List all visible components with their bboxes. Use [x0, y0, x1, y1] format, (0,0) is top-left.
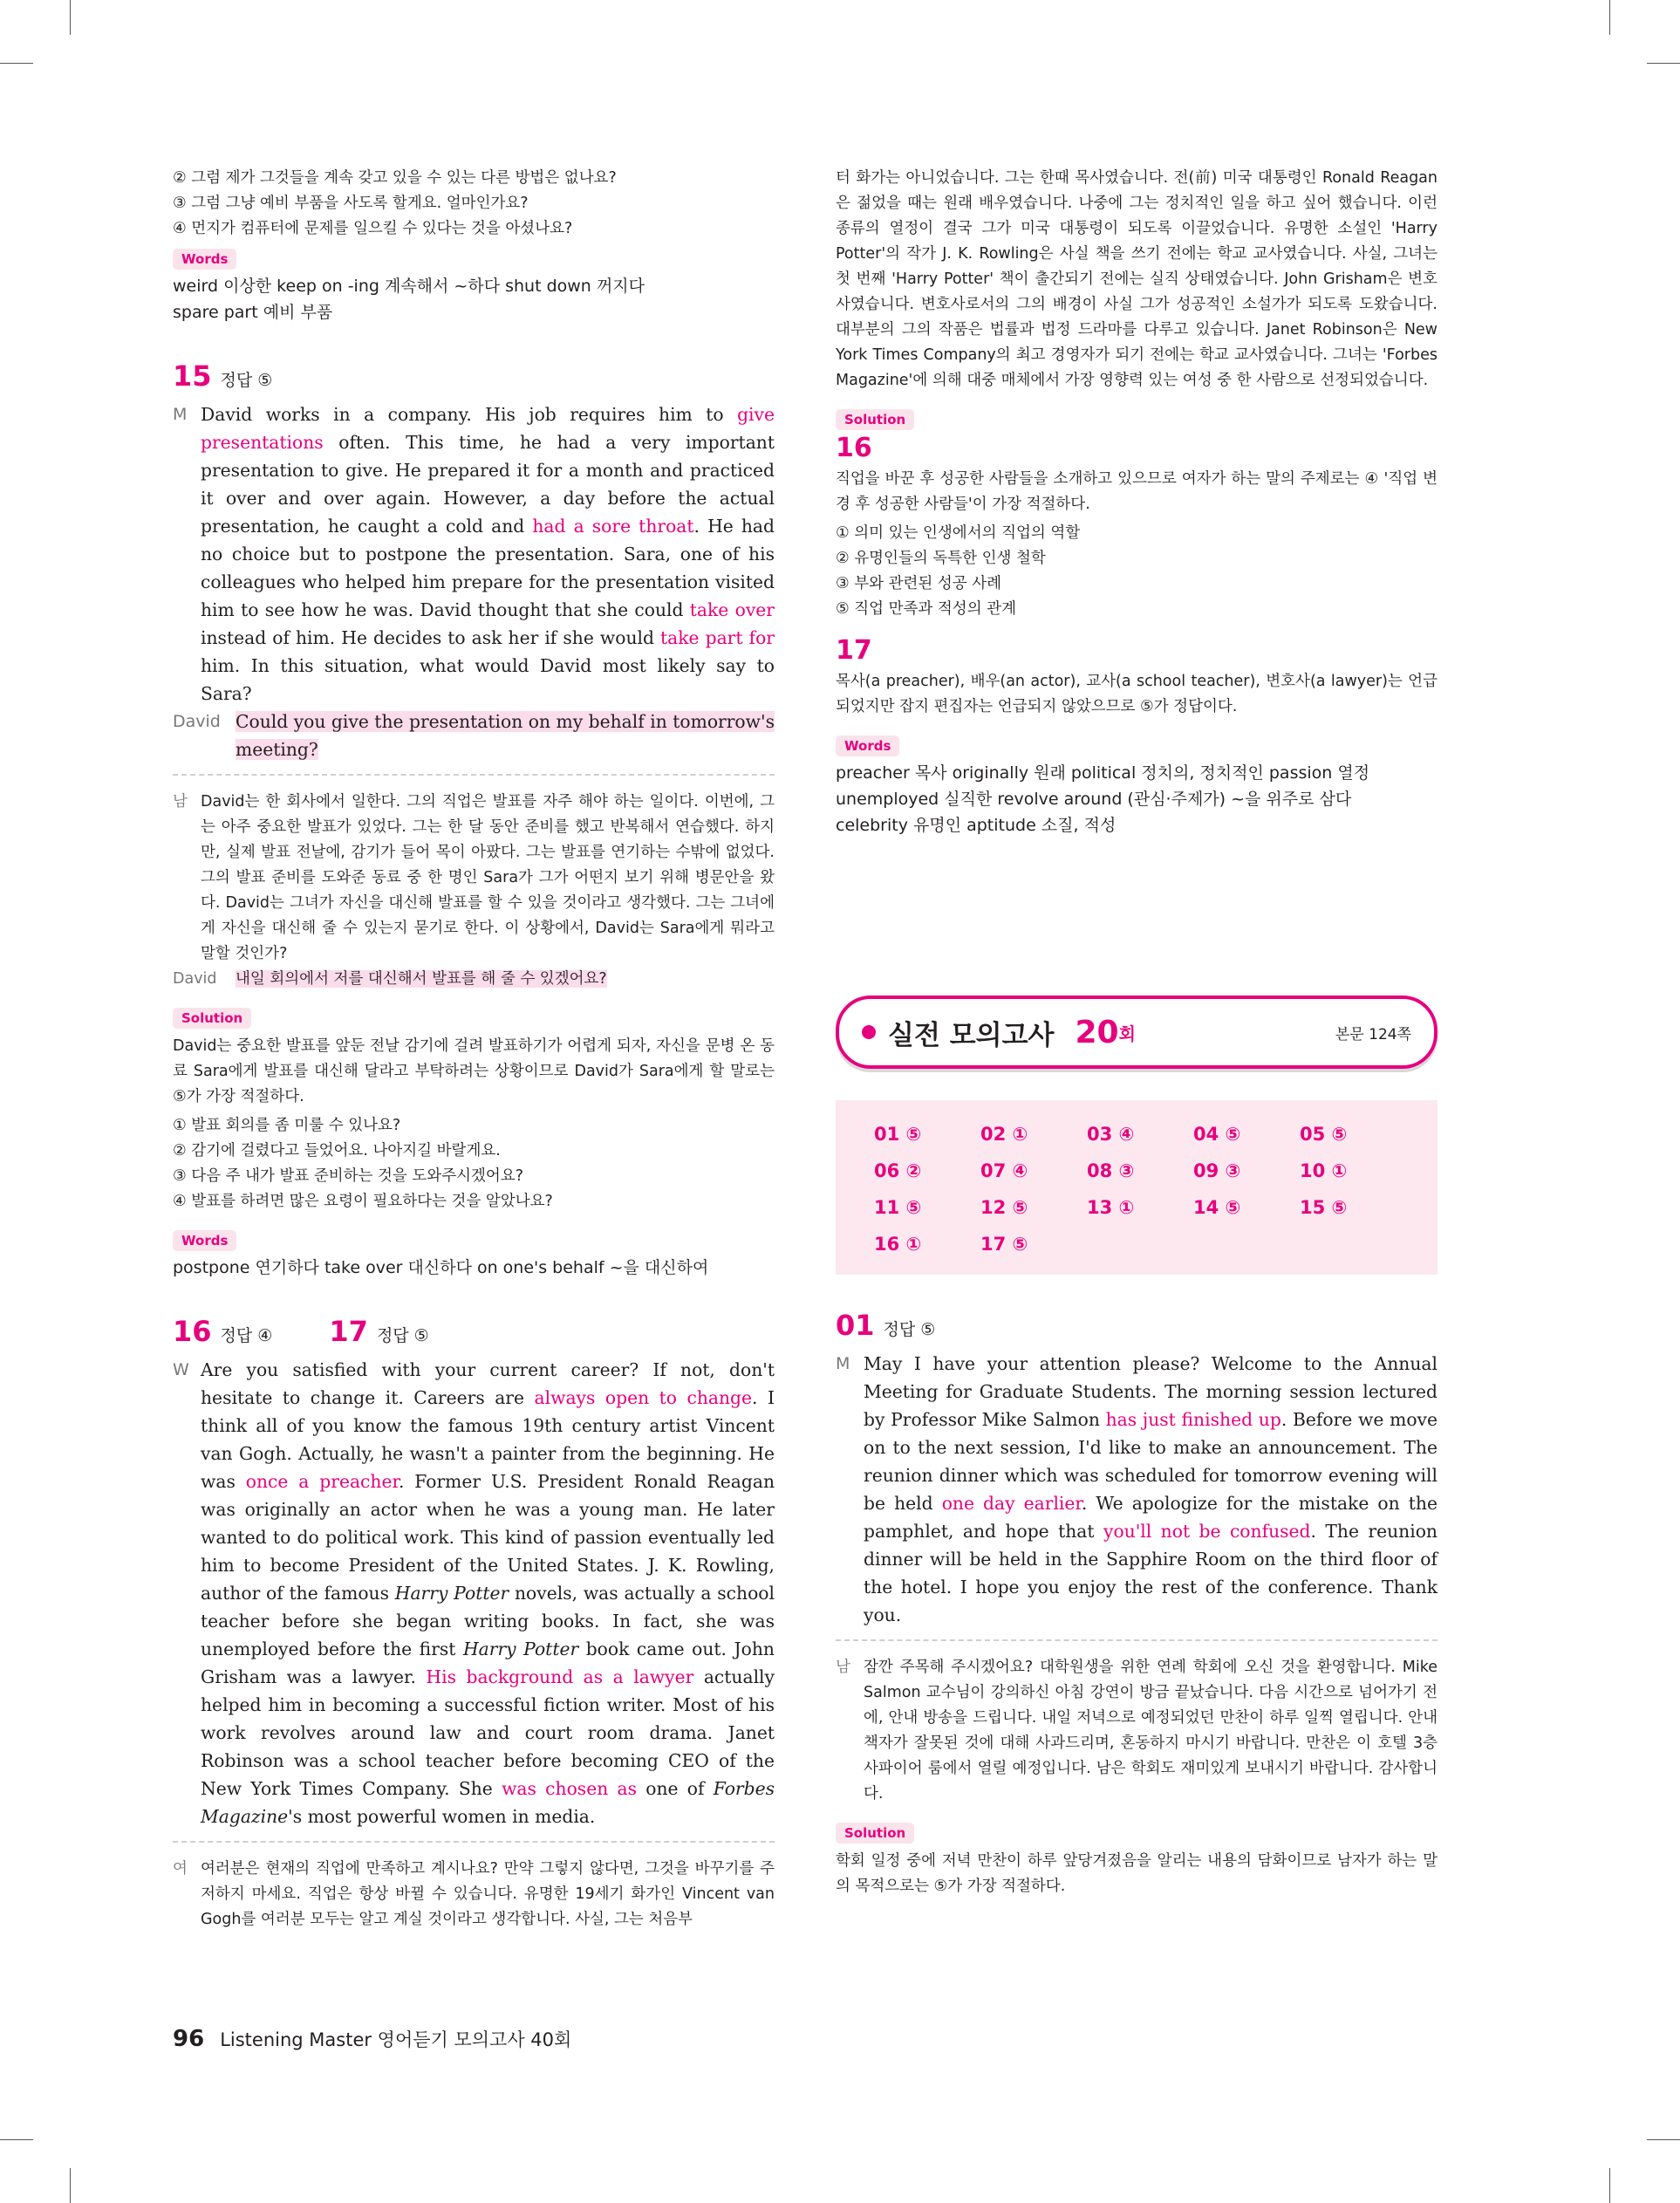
solution-tag: Solution	[836, 409, 914, 430]
speaker-label: M	[173, 405, 188, 424]
question-15-header	[173, 357, 775, 400]
crop-mark	[1647, 63, 1680, 64]
page-footer	[173, 2026, 571, 2052]
crop-mark	[1609, 0, 1610, 35]
crop-mark	[0, 63, 33, 64]
vocab-line: preacher 목사 originally 원래 political 정치의, 정치적인 passion 열정	[836, 763, 1370, 783]
option-item: ③ 부와 관련된 성공 사례	[836, 575, 1002, 592]
answer-key-item: 07 ④	[980, 1160, 1028, 1181]
q14-options	[173, 166, 775, 242]
vocab-line: weird 이상한 keep on -ing 계속해서 ~하다 shut down 꺼지다	[173, 277, 645, 296]
crop-mark	[1647, 2139, 1680, 2140]
translation-text: 잠깐 주목해 주시겠어요? 대학원생을 위한 연례 학회에 오신 것을 환영합니다. Mike Salmon 교수님이 강의하신 아침 강연이 방금 끝났습니다. 다음 시간으로 넘어가기 전에, 안내 방송을 드립니다. 내일 저녁으로 예정되었던 만찬이 하루 일찍 열립니다. 안내책자가 잘못된 것에 대해 사과드리며, 혼동하지 마시기 바랍니다. 만찬은 이 호텔 3층 사파이어 룸에서 열릴 예정입니다. 남은 학회도 재미있게 보내시기 바랍니다. 감사합니다.	[864, 1659, 1438, 1803]
test-banner	[836, 995, 1438, 1069]
speaker-label: 남	[173, 793, 188, 811]
answer-label: 정답 ⑤	[220, 371, 273, 390]
left-column	[173, 166, 775, 1933]
answer-key-item: 01 ⑤	[874, 1124, 922, 1145]
option-item: ① 발표 회의를 좀 미룰 수 있나요?	[173, 1117, 401, 1134]
question-number: 01	[836, 1309, 875, 1342]
question-number: 16	[173, 1315, 212, 1348]
translation	[173, 790, 775, 967]
vocab-line: spare part 예비 부품	[173, 303, 333, 322]
book-title: Listening Master 영어듣기 모의고사 40회	[220, 2029, 572, 2050]
speaker-label: David	[173, 712, 221, 731]
crop-mark	[0, 2139, 33, 2140]
solution-text: 학회 일정 중에 저녁 만찬이 하루 앞당겨졌음을 알리는 내용의 담화이므로 남자가 하는 말의 목적으로는 ⑤가 가장 적절하다.	[836, 1852, 1438, 1895]
script-m	[836, 1350, 1438, 1629]
option-item: ③ 다음 주 내가 발표 준비하는 것을 도와주시겠어요?	[173, 1167, 524, 1185]
answer-key-item: 09 ③	[1193, 1160, 1241, 1181]
answer-highlight: Could you give the presentation on my behalf in tomorrow's meeting?	[236, 711, 775, 760]
answer-key-item: 12 ⑤	[980, 1197, 1028, 1218]
vocab-line: unemployed 실직한 revolve around (관심·주제가) ~을 위주로 삼다	[836, 790, 1352, 809]
answer-highlight: 내일 회의에서 저를 대신해서 발표를 해 줄 수 있겠어요?	[236, 970, 607, 988]
page-number: 96	[173, 2026, 205, 2052]
question-01-header	[836, 1306, 1438, 1350]
crop-mark	[1609, 2168, 1610, 2203]
script-text: Are you satisfied with your current career? If not, don't hesitate to change it. Careers are always open to change. I think all of you know the famous 19th century artist Vincent van Gogh. Actually, he wasn't a painter from the beginning. He was once a preacher. Former U.S. President Ronald Reagan was originally an actor when he was a young man. He later wanted to do political work. This kind of passion eventually led him to become President of the United States. J. K. Rowling, author of the famous Harry Potter novels, was actually a school teacher before she began writing books. In fact, she was unemployed before the first Harry Potter book came out. John Grisham was a lawyer. His background as a lawyer actually helped him in becoming a successful fiction writer. Most of his work revolves around law and court room drama. Janet Robinson was a school teacher before becoming CEO of the New York Times Company. She was chosen as one of Forbes Magazine's most powerful women in media.	[201, 1359, 775, 1827]
answer-key-item: 02 ①	[980, 1124, 1028, 1145]
solution-text: 직업을 바꾼 후 성공한 사람들을 소개하고 있으므로 여자가 하는 말의 주제로는 ④ '직업 변경 후 성공한 사람들'이 가장 적절하다.	[836, 470, 1438, 513]
solution-text: 목사(a preacher), 배우(an actor), 교사(a school teacher), 변호사(a lawyer)는 언급되었지만 잡지 편집자는 언급되지 않았으므로 ⑤가 정답이다.	[836, 673, 1438, 715]
script-david	[173, 708, 775, 763]
translation-text: 터 화가는 아니었습니다. 그는 한때 목사였습니다. 전(前) 미국 대통령인 Ronald Reagan은 젊었을 때는 원래 배우였습니다. 나중에 그는 정치적인 일을 하고 싶어 했습니다. 이런 종류의 열정이 결국 그가 미국 대통령이 되도록 이끌었습니다. 유명한 소설인 'Harry Potter'의 작가 J. K. Rowling은 사실 책을 쓰기 전에는 학교 교사였습니다. 사실, 그녀는 첫 번째 'Harry Potter' 책이 출간되기 전에는 실직 상태였습니다. John Grisham은 변호사였습니다. 변호사로서의 그의 배경이 사실 그가 성공적인 소설가가 되도록 도왔습니다. 대부분의 그의 작품은 법률과 법정 드라마를 다루고 있습니다. Janet Robinson은 New York Times Company의 최고 경영자가 되기 전에는 학교 교사였습니다. 그녀는 'Forbes Magazine'에 의해 대중 매체에서 가장 영향력 있는 여성 중 한 사람으로 선정되었습니다.	[836, 169, 1438, 389]
option-item: ⑤ 직업 만족과 적성의 관계	[836, 600, 1016, 618]
crop-mark	[70, 0, 71, 35]
answer-label: 정답 ⑤	[376, 1326, 429, 1345]
option-item: ② 감기에 걸렸다고 들었어요. 나아지길 바랄게요.	[173, 1142, 501, 1160]
test-number: 20	[1075, 1014, 1119, 1050]
question-16-17-header	[173, 1312, 775, 1356]
answer-label: 정답 ⑤	[883, 1320, 936, 1339]
question-number: 16	[836, 433, 872, 463]
speaker-label: W	[173, 1360, 189, 1379]
answer-key-item: 14 ⑤	[1193, 1197, 1241, 1218]
solution-tag: Solution	[836, 1823, 914, 1844]
translation	[173, 1857, 775, 1933]
answer-key-item: 03 ④	[1087, 1124, 1135, 1145]
words-tag: Words	[836, 735, 899, 756]
translation-david	[173, 967, 775, 992]
banner-title: 실전 모의고사	[888, 1019, 1055, 1051]
speaker-label: 여	[173, 1860, 188, 1878]
question-number: 15	[173, 359, 212, 393]
solution-text: David는 중요한 발표를 앞둔 전날 감기에 걸려 발표하기가 어렵게 되자, 자신을 문병 온 동료 Sara에게 발표를 대신해 달라고 부탁하려는 상황이므로 David가 Sara에게 할 말로는 ⑤가 가장 적절하다.	[173, 1037, 775, 1105]
script-text: David works in a company. His job requires him to give presentations often. This time, he had a very important presentation to give. He prepared it for a month and practiced it over and over again. However, a day before the actual presentation, he caught a cold and had a sore throat. He had no choice but to postpone the presentation. Sara, one of his colleagues who helped him prepare for the presentation visited him to see how he was. David thought that she could take over instead of him. He decides to ask her if she would take part for him. In this situation, what would David most likely say to Sara?	[201, 404, 775, 704]
answer-key-item: 13 ①	[1087, 1197, 1135, 1218]
speaker-label: 남	[836, 1659, 850, 1676]
speaker-label: M	[836, 1354, 850, 1373]
vocab-line: celebrity 유명인 aptitude 소질, 적성	[836, 816, 1117, 835]
script-w	[173, 1356, 775, 1830]
question-number: 17	[329, 1315, 368, 1348]
answer-key-item: 15 ⑤	[1300, 1197, 1348, 1218]
option-item: ② 유명인들의 독특한 인생 철학	[836, 550, 1046, 567]
option-item: ④ 발표를 하려면 많은 요령이 필요하다는 것을 알았나요?	[173, 1193, 553, 1210]
answer-key-item: 06 ②	[874, 1160, 922, 1181]
answer-key-item: 08 ③	[1087, 1160, 1135, 1181]
solution-tag: Solution	[173, 1008, 251, 1029]
script-text: May I have your attention please? Welcome to the Annual Meeting for Graduate Students. The morning session lectured by Professor Mike Salmon has just finished up. Before we move on to the next session, I'd like to make an announcement. The reunion dinner which was scheduled for tomorrow evening will be held one day earlier. We apologize for the mistake on the pamphlet, and hope that you'll not be confused. The reunion dinner will be held in the Sapphire Room on the third floor of the hotel. I hope you enjoy the rest of the conference. Thank you.	[864, 1353, 1438, 1625]
question-number: 17	[836, 635, 872, 666]
answer-key-item: 11 ⑤	[874, 1197, 922, 1218]
words-tag: Words	[173, 1230, 236, 1251]
answer-key-item: 04 ⑤	[1193, 1124, 1241, 1145]
dashed-divider	[836, 1639, 1438, 1641]
answer-key-grid	[836, 1100, 1438, 1275]
answer-key-item: 17 ⑤	[980, 1234, 1028, 1255]
bullet-icon	[862, 1025, 876, 1039]
option-item: ③ 그럼 그냥 예비 부품을 사도록 할게요. 얼마인가요?	[173, 195, 529, 212]
script-m	[173, 400, 775, 708]
speaker-label: David	[173, 970, 217, 988]
option-item: ① 의미 있는 인생에서의 직업의 역할	[836, 524, 1081, 542]
dashed-divider	[173, 774, 775, 776]
translation	[836, 1655, 1438, 1807]
right-column	[836, 166, 1438, 1899]
answer-key-item: 16 ①	[874, 1234, 922, 1255]
page-reference: 본문 124쪽	[1335, 1026, 1411, 1043]
translation-text: David는 한 회사에서 일한다. 그의 직업은 발표를 자주 해야 하는 일이다. 이번에, 그는 아주 중요한 발표가 있었다. 그는 한 달 동안 준비를 했고 반복해서 연습했다. 하지만, 실제 발표 전날에, 감기가 들어 목이 아팠다. 그는 발표를 연기하는 수밖에 없었다. 그의 발표 준비를 도와준 동료 중 한 명인 Sara가 그가 어떤지 보기 위해 병문안을 왔다. David는 그녀가 자신을 대신해 발표를 할 수 있을 것이라고 생각했다. 그는 그녀에게 자신을 대신해 줄 수 있는지 묻기로 한다. 이 상황에서, David는 Sara에게 뭐라고 말할 것인가?	[201, 793, 775, 962]
answer-key-item: 10 ①	[1300, 1160, 1348, 1181]
vocab-line: postpone 연기하다 take over 대신하다 on one's behalf ~을 대신하여	[173, 1258, 709, 1277]
option-item: ② 그럼 제가 그것들을 계속 갖고 있을 수 있는 다른 방법은 없나요?	[173, 169, 617, 187]
option-item: ④ 먼지가 컴퓨터에 문제를 일으킬 수 있다는 것을 아셨나요?	[173, 220, 573, 237]
translation-text: 여러분은 현재의 직업에 만족하고 계시나요? 만약 그렇지 않다면, 그것을 바꾸기를 주저하지 마세요. 직업은 항상 바뀔 수 있습니다. 유명한 19세기 화가인 Vincent van Gogh를 여러분 모두는 알고 계실 것이라고 생각합니다. 사실, 그는 처음부	[201, 1860, 775, 1928]
answer-key-item: 05 ⑤	[1300, 1124, 1348, 1145]
crop-mark	[70, 2168, 71, 2203]
test-suffix: 회	[1118, 1023, 1136, 1044]
words-tag: Words	[173, 249, 236, 270]
answer-label: 정답 ④	[220, 1326, 273, 1345]
dashed-divider	[173, 1841, 775, 1843]
